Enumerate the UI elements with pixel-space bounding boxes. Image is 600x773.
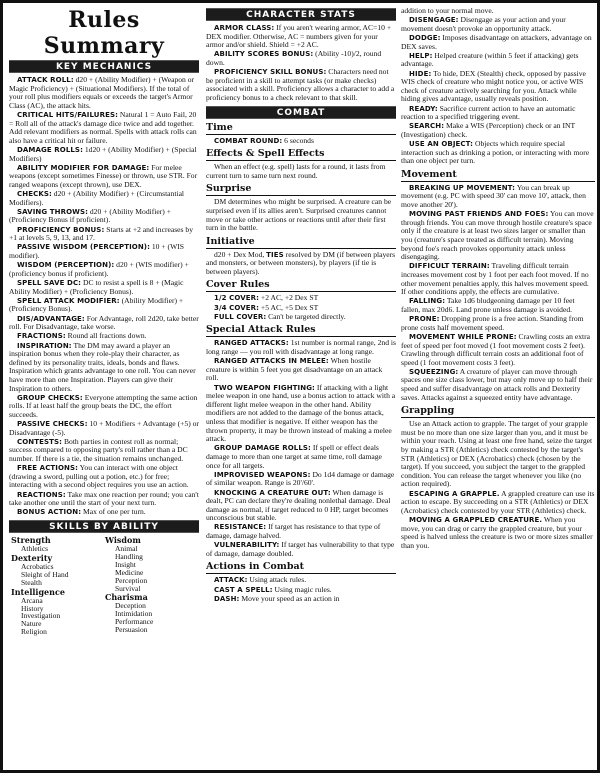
rule-term: HIDE:: [409, 69, 432, 78]
skills-table: [9, 536, 199, 637]
ability-name: Strength: [11, 534, 51, 545]
skill-item: Animal: [115, 543, 138, 553]
skills-column-left: [11, 536, 105, 637]
effects-heading: Effects & Spell Effects: [206, 148, 396, 161]
actions-heading: Actions in Combat: [206, 561, 396, 574]
rule-text: Max of one per turn.: [81, 507, 146, 517]
skill-item: Handling: [115, 551, 143, 561]
rule-text: 10 + (WIS modifier).: [9, 242, 185, 261]
rule-term: USE AN OBJECT:: [409, 140, 474, 149]
rule-text: 6 seconds: [282, 135, 314, 145]
rule-term: 3/4 COVER:: [214, 303, 260, 312]
rule-text: 1d20 + (Ability Modifier) + (Special Modifiers): [9, 144, 197, 163]
rule-entry: [401, 516, 595, 550]
skill-item: Investigation: [21, 611, 61, 621]
initiative-pre: d20 + Dex Mod,: [214, 249, 267, 259]
rule-term: COMBAT ROUND:: [214, 136, 283, 145]
skills-by-ability-header: SKILLS BY ABILITY: [9, 520, 199, 533]
rule-text: Everyone attempting the same action rolls. If at least half the group beats the DC, the effort succeeds.: [9, 392, 198, 419]
rule-entry: [401, 333, 595, 367]
rule-term: MOVING PAST FRIENDS AND FOES:: [409, 210, 549, 219]
rule-text: Do 1d4 damage or damage of similar weapon. Range is 20'/60'.: [206, 469, 395, 488]
rule-text: When you move, you can drag or carry the grappled creature, but your speed is halved unless the creature is two or more sizes smaller than you.: [401, 514, 593, 550]
rule-text: (Ability -10)/2, round down.: [206, 49, 382, 67]
skill-item: Intimidation: [115, 609, 153, 619]
rule-entry: [9, 208, 199, 225]
rule-entry: [9, 297, 199, 314]
movement-heading: Movement: [401, 169, 595, 182]
rule-text: To hide, DEX (Stealth) check, opposed by passive WIS check of creature who might notice you, or active WIS check of creature actively searching for you. Attack while hiding gives advantage, usually reveals position.: [401, 68, 586, 104]
rule-text: Make a WIS (Perception) check or an INT (Investigation) check.: [401, 121, 576, 139]
rule-entry: [401, 34, 595, 51]
skill-item: Persuasion: [115, 625, 148, 635]
skill-item: Sleight of Hand: [21, 569, 69, 579]
rule-term: FRACTIONS:: [17, 332, 66, 341]
rule-entry: [9, 508, 199, 517]
rule-term: RANGED ATTACKS IN MELEE:: [214, 357, 329, 366]
skill-item: Nature: [21, 619, 42, 629]
column-left: [9, 7, 199, 766]
rule-text: If target has vulnerability to that type of damage, damage doubled.: [206, 540, 395, 558]
rule-entry: [206, 137, 396, 146]
rule-entry: [401, 315, 595, 332]
rule-text: If attacking with a light melee weapon in one hand, use a bonus action to attack with a different light melee weapon in the other hand. Ability modifiers are not added to the damage of the bonus attack, unless that modifier is negative. If either weapon has the thrown property, it may be thrown instead of making a melee attack.: [206, 382, 396, 444]
rule-entry: [401, 210, 595, 262]
cover-heading: Cover Rules: [206, 279, 396, 292]
rule-term: TWO WEAPON FIGHTING:: [214, 383, 315, 392]
cover-list: [206, 294, 396, 321]
rule-term: HELP:: [409, 51, 433, 60]
time-heading: Time: [206, 122, 396, 135]
rule-text: For melee weapons (except sometimes Finesse) or thrown, use STR. For ranged weapons (except thrown), use DEX.: [9, 162, 198, 189]
rule-text: d20 + (Ability Modifier) + (Circumstantial Modifiers).: [9, 189, 185, 207]
rule-entry: [206, 339, 396, 356]
rule-entry: [401, 490, 595, 516]
rule-text: Starts at +2 and increases by +1 at levels 5, 9, 13, and 17.: [9, 224, 193, 243]
rule-term: GROUP CHECKS:: [17, 393, 83, 402]
rule-term: PASSIVE WISDOM (PERCEPTION):: [17, 243, 150, 252]
rule-text: Sacrifice current action to have an automatic reaction to a specified triggering event.: [401, 103, 576, 122]
rule-text: The DM may award a player an inspiration bonus when they role-play their character, as defined by its personality traits, ideals, bonds and flaws. Inspiration which grants advantage to one roll. You can never have more than one Inspiration. Players can give their Inspiration to others.: [9, 340, 196, 393]
rule-term: ARMOR CLASS:: [214, 24, 275, 32]
rule-entry: [206, 68, 396, 102]
special-attack-list: [206, 339, 396, 558]
rule-term: PASSIVE CHECKS:: [17, 420, 88, 429]
rule-term: SQUEEZING:: [409, 367, 459, 376]
rule-term: FULL COVER:: [214, 312, 267, 321]
character-stats-list: [206, 24, 396, 103]
rule-entry: [9, 261, 199, 278]
rule-term: BONUS ACTION:: [17, 508, 82, 517]
rule-term: BREAKING UP MOVEMENT:: [409, 183, 516, 192]
rule-term: CONTESTS:: [17, 437, 63, 446]
rule-text: Dropping prone is a free action. Standing from prone costs half movement speed.: [401, 314, 584, 332]
rule-text: +5 AC, +5 Dex ST: [259, 302, 319, 312]
rule-term: SPELL SAVE DC:: [17, 279, 82, 287]
rule-term: INSPIRATION:: [17, 341, 72, 350]
rule-text: For Advantage, roll 2d20, take better roll. For Disadvantage, take worse.: [9, 313, 199, 332]
skill-item: Perception: [115, 575, 148, 585]
rule-term: ESCAPING A GRAPPLE.: [409, 489, 500, 498]
initiative-heading: Initiative: [206, 236, 396, 249]
rule-text: Objects which require special interaction such as drinking a potion, or interacting with more than one object per turn.: [401, 139, 590, 166]
rule-entry: [9, 438, 199, 464]
rule-entry: [9, 190, 199, 207]
rule-text: A grappled creature can use its action to escape. By succeeding on a STR (Athletics) or DEX (Acrobatics) check contested by your STR (Athletics) check.: [401, 488, 595, 515]
rule-entry: [401, 52, 595, 69]
rule-term: SPELL ATTACK MODIFIER:: [17, 296, 120, 305]
rule-text: DC to resist a spell is 8 + (Magic Ability Modifier) + (Proficiency Bonus).: [9, 278, 184, 296]
rule-entry: [9, 315, 199, 332]
rule-entry: [9, 464, 199, 490]
rule-entry: [9, 394, 199, 420]
rule-text: Round all fractions down.: [65, 331, 147, 341]
rule-text: (Ability Modifier) + (Proficiency Bonus).: [9, 295, 184, 314]
initiative-ties-term: TIES: [266, 250, 284, 259]
rule-term: SEARCH:: [409, 122, 445, 131]
rule-term: DASH:: [214, 594, 240, 603]
rule-entry: [401, 297, 595, 314]
rule-entry: [206, 471, 396, 488]
skill-item: History: [21, 603, 44, 613]
rule-term: GROUP DAMAGE ROLLS:: [214, 444, 311, 453]
rule-text: You can break up movement (e.g. PC with speed 30' can move 10', attack, then move another 20').: [401, 182, 586, 210]
rule-term: DISENGAGE:: [409, 16, 459, 25]
rule-text: d20 + (Ability Modifier) + (Weapon or Magic Proficiency) + (Situational Modifiers). If the total of your roll plus modifiers equals or exceeds the target's Armor Class (AC), the attack hits.: [9, 75, 195, 110]
rule-entry: [9, 279, 199, 296]
rule-term: CHECKS:: [17, 190, 52, 199]
rule-text: A creature of player can move through spaces one size class lower, but may only move up to half their speed and suffer disadvantage on attack rolls and Dexterity saves. Attacks against a squeezed entity have advantage.: [401, 366, 593, 402]
rule-term: ABILITY SCORES BONUS:: [214, 50, 314, 59]
rule-term: ABILITY MODIFIER FOR DAMAGE:: [17, 163, 150, 172]
skill-group: [105, 593, 199, 634]
rule-text: 10 + Modifiers + Advantage (+5) or Disadvantage (-5).: [9, 419, 199, 437]
skill-item: Survival: [115, 583, 141, 593]
rule-term: IMPROVISED WEAPONS:: [214, 470, 311, 479]
rule-text: 1st number is normal range, 2nd is long range — you roll with disadvantage at long range.: [206, 338, 396, 357]
rule-term: FREE ACTIONS:: [17, 464, 79, 473]
rule-term: PROFICIENCY BONUS:: [17, 225, 105, 234]
grappling-list: [401, 490, 595, 551]
rule-term: SAVING THROWS:: [17, 207, 88, 216]
column-right: [401, 7, 595, 766]
rule-term: ATTACK:: [214, 576, 248, 585]
skill-item: Insight: [115, 559, 136, 569]
rule-entry: [206, 541, 396, 558]
rule-entry: [206, 313, 396, 322]
rule-term: 1/2 COVER:: [214, 294, 260, 303]
rule-entry: [401, 140, 595, 166]
rule-term: FALLING:: [409, 297, 446, 306]
rule-term: DIFFICULT TERRAIN:: [409, 262, 490, 271]
effects-text: When an effect (e.g. spell) lasts for a round, it lasts from current turn to same turn next round.: [206, 162, 386, 180]
skill-group: [105, 536, 199, 592]
rule-entry: [206, 523, 396, 540]
rule-term: DAMAGE ROLLS:: [17, 145, 83, 154]
rule-text: Take 1d6 bludgeoning damage per 10 feet fallen, max 20d6. Land prone unless damage is avoided.: [401, 296, 575, 314]
rule-text: Crawling costs an extra feet of speed per foot moved (1 foot movement costs 2 feet). Crawling through difficult terrain costs an additional foot of speed (1 foot movement costs 3 feet).: [401, 331, 591, 367]
rule-entry: [9, 342, 199, 394]
rule-term: MOVING A GRAPPLED CREATURE.: [409, 515, 543, 524]
rule-term: RANGED ATTACKS:: [214, 339, 289, 348]
rule-text: Imposes disadvantage on attackers, advantage on DEX saves.: [401, 32, 592, 51]
rule-term: WISDOM (PERCEPTION):: [17, 261, 115, 270]
rule-term: VULNERABILITY:: [214, 541, 280, 550]
rule-term: KNOCKING A CREATURE OUT:: [214, 488, 331, 497]
column-middle: [206, 7, 396, 766]
rule-term: PROFICIENCY SKILL BONUS:: [214, 68, 327, 77]
rule-term: DODGE:: [409, 33, 441, 42]
rule-text: +2 AC, +2 Dex ST: [259, 293, 319, 303]
skill-item: Stealth: [21, 577, 42, 587]
ability-name: Intelligence: [11, 586, 65, 597]
rule-text: If you aren't wearing armor, AC=10 + DEX modifier. Otherwise, AC = numbers given for your armor and/or shield. Shield = +2 AC.: [206, 23, 392, 50]
rule-entry: [401, 262, 595, 296]
rule-entry: [206, 595, 396, 604]
ability-name: Wisdom: [105, 534, 141, 545]
rule-text: d20 + (Ability Modifier) + (Proficiency Bonus if proficient).: [9, 206, 172, 225]
rule-text: Disengage as your action and your movement doesn't provoke an opportunity attack.: [401, 15, 566, 33]
rule-entry: [206, 384, 396, 444]
rule-entry: [401, 184, 595, 210]
initiative-text: [206, 251, 396, 277]
rule-entry: [401, 16, 595, 33]
rule-entry: [9, 491, 199, 508]
rule-entry: [401, 122, 595, 139]
rule-text: d20 + (WIS modifier) + (proficiency bonus if proficient).: [9, 260, 189, 278]
actions-list-continued: [401, 16, 595, 166]
rule-term: CAST A SPELL:: [214, 585, 273, 594]
rule-entry: [206, 50, 396, 67]
rule-term: ATTACK ROLL:: [17, 76, 74, 84]
rule-text: If spell or effect deals damage to more than one target at same time, roll damage once for all targets.: [206, 443, 382, 470]
skill-item: Religion: [21, 627, 47, 637]
rule-text: Both parties in contest roll as normal; success compared to opposing party's roll rather than a DC number. If there is a tie, the situation remains unchanged.: [9, 436, 188, 464]
rule-entry: [9, 226, 199, 243]
rule-text: You can move through friends. You can move through hostile creature's space only if the creature is at least two sizes larger or smaller than you (creature's space treated as difficult terrain). Moving beyond foe's reach provokes opportunity attack unless disengaging.: [401, 209, 594, 262]
skill-item: Performance: [115, 617, 154, 627]
ability-name: Dexterity: [11, 552, 53, 563]
rule-text: Using magic rules.: [272, 584, 332, 594]
rule-text: Natural 1 = Auto Fail, 20 = Roll all of the attack's damage dice twice and add together. Add relevant modifiers as normal. Spells with attack rolls can also have a critical hit or failure.: [9, 109, 197, 145]
rule-entry: [401, 70, 595, 104]
rule-entry: [9, 111, 199, 145]
initiative-post: resolved by DM (if between players and monsters, or between monsters), by players (if tie is between players).: [206, 249, 396, 276]
rule-term: READY:: [409, 104, 438, 113]
rule-entry: [9, 420, 199, 437]
rule-entry: [9, 146, 199, 163]
key-mechanics-header: KEY MECHANICS: [9, 60, 199, 73]
surprise-heading: Surprise: [206, 183, 396, 196]
surprise-text: DM determines who might be surprised. A creature can be surprised even if its allies aren't. Surprised creatures cannot move or take other actions or reactions until after their first turn in the battle.: [206, 197, 392, 233]
skills-column-right: [105, 536, 199, 637]
rule-term: RESISTANCE:: [214, 523, 267, 532]
special-attack-heading: Special Attack Rules: [206, 324, 396, 337]
skill-item: Arcana: [21, 595, 43, 605]
rule-text: Take max one reaction per round; you can't take another one until the start of your next turn.: [9, 489, 199, 508]
skill-group: [11, 554, 105, 587]
skill-item: Medicine: [115, 567, 144, 577]
skill-group: [11, 588, 105, 637]
actions-continued-text: addition to your normal move.: [401, 7, 494, 15]
rule-text: Using attack rules.: [247, 575, 307, 585]
rule-text: Helped creature (within 5 feet if attacking) gets advantage.: [401, 50, 579, 69]
rule-text: Can't be targeted directly.: [266, 311, 346, 321]
rule-text: If target has resistance to that type of damage, damage halved.: [206, 522, 381, 541]
rule-entry: [206, 489, 396, 523]
rule-term: DIS/ADVANTAGE:: [17, 314, 85, 323]
page-title: Rules Summary: [43, 7, 165, 59]
rule-entry: [206, 444, 396, 470]
skill-item: Athletics: [21, 543, 49, 553]
skill-group: [11, 536, 105, 553]
rule-text: Traveling difficult terrain increases movement cost by 1 foot per each foot moved. If no other movement penalties apply, this halves movement speed. If other conditions apply, the effects are cumulative.: [401, 261, 589, 297]
rule-entry: [9, 243, 199, 260]
rule-term: MOVEMENT WHILE PRONE:: [409, 332, 517, 341]
grappling-heading: Grappling: [401, 405, 595, 418]
rule-text: You can interact with one object (drawing a sword, pulling out a potion, etc.) for free; interacting with a second object requires you use an action.: [9, 463, 189, 490]
rule-text: Characters need not be proficient in a skill to attempt tasks (or make checks) associated with a skill. Proficiency allows a character to add a proficiency bonus to a check relevant to that skill.: [206, 67, 395, 102]
ability-name: Charisma: [105, 592, 148, 603]
rule-text: When hostile creature is within 5 feet you get disadvantage on an attack roll.: [206, 356, 383, 383]
rule-term: CRITICAL HITS/FAILURES:: [17, 110, 119, 119]
rule-term: PRONE:: [409, 315, 440, 324]
rule-text: When damage is dealt, PC can declare they're dealing nonlethal damage. Deal damage as normal, if target reduced to 0 HP, target becomes unconscious but stable.: [206, 487, 391, 523]
rule-term: REACTIONS:: [17, 490, 66, 499]
rule-entry: [206, 24, 396, 50]
rule-entry: [401, 368, 595, 402]
time-list: [206, 137, 396, 146]
grappling-text: Use an Attack action to grapple. The target of your grapple must be no more than one size larger than you, and it must be within your reach. Using at least one free hand, seize the target by making a STR (Athletics) check contested by the target's STR (Athletics) or DEX (Acrobatics) check (chosen by the target). If you succeed, you subject the target to the grappled condition. You can release the target whenever you like (no action required).: [401, 419, 593, 489]
rule-entry: [9, 164, 199, 190]
skill-item: Deception: [115, 601, 146, 611]
combat-header: COMBAT: [206, 106, 396, 119]
skill-item: Acrobatics: [21, 561, 54, 571]
rule-entry: [9, 76, 199, 110]
movement-list: [401, 184, 595, 402]
character-stats-header: CHARACTER STATS: [206, 8, 396, 21]
rule-text: Move your speed as an action in: [239, 593, 340, 603]
rule-entry: [401, 105, 595, 122]
rule-entry: [206, 357, 396, 383]
actions-list-start: [206, 576, 396, 603]
key-mechanics-list: [9, 76, 199, 517]
